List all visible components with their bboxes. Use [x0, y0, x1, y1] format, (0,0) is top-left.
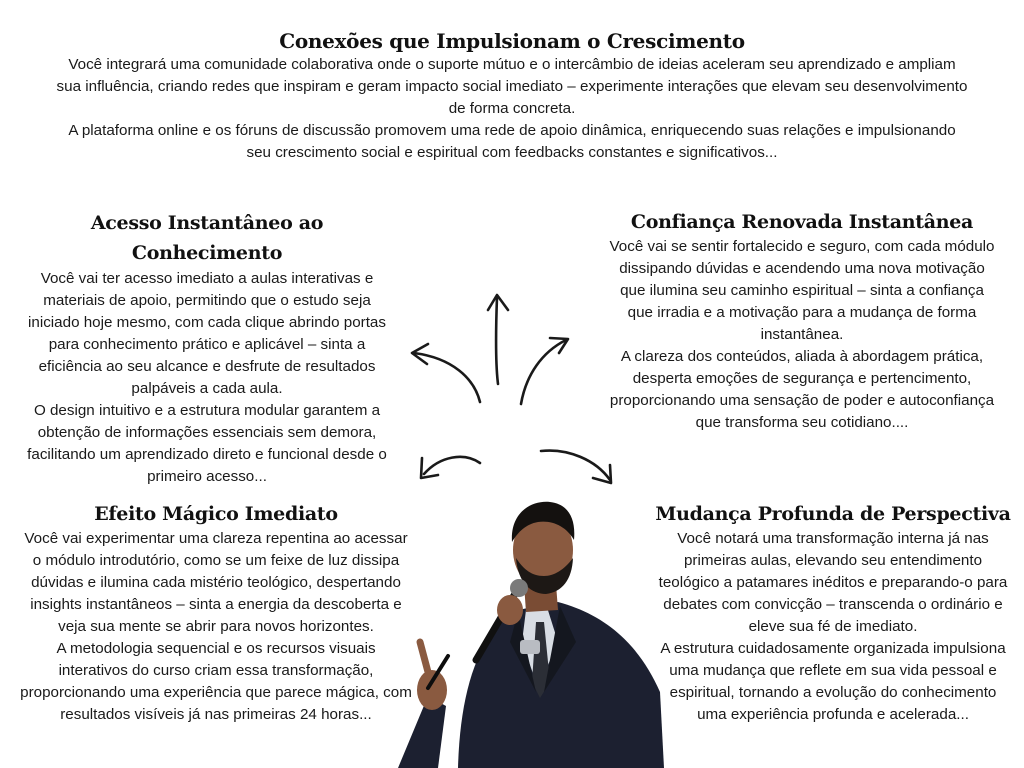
section-paragraph: Você notará uma transformação interna já nas primeiras aulas, elevando seu entendimento teológico a patamares inéditos e preparando-o para debates com convicção – transcenda o ordinário e eleve sua fé de imediato. — [658, 530, 1008, 635]
section-paragraph: Você vai experimentar uma clareza repentina ao acessar o módulo introdutório, como se um feixe de luz dissipa dúvidas e ilumina cada mistério teológico, despertando insights instantâneos – sinta a energia da descoberta e veja sua mente se abrir para novos horizontes. — [24, 530, 408, 635]
section-title: Efeito Mágico Imediato — [94, 503, 338, 525]
section-paragraph: Você vai se sentir fortalecido e seguro, com cada módulo dissipando dúvidas e acendendo uma nova motivação que ilumina seu caminho espiritual – sinta a confiança que irradia e a motivação para a mudança de forma instantânea. — [609, 238, 995, 343]
section-title: Acesso Instantâneo ao Conhecimento — [90, 212, 324, 264]
section-paragraph: O design intuitivo e a estrutura modular garantem a obtenção de informações essenciais sem demora, facilitando um aprendizado direto e funcional desde o primeiro acesso... — [27, 402, 387, 485]
section-paragraph: Você vai ter acesso imediato a aulas interativas e materiais de apoio, permitindo que o estudo seja iniciado hoje mesmo, com cada clique abrindo portas para conhecimento prático e aplicável – sinta a eficiência ao seu alcance e desfrute de resultados palpáveis a cada aula. — [28, 270, 386, 397]
section-title: Mudança Profunda de Perspectiva — [655, 503, 1011, 525]
section-paragraph: A clareza dos conteúdos, aliada à abordagem prática, desperta emoções de segurança e pertencimento, proporcionando uma sensação de poder e autoconfiança que transforma seu cotidiano.... — [609, 348, 995, 431]
access-section — [26, 208, 388, 488]
confidence-section — [606, 208, 998, 434]
curved-arrow-icon — [541, 451, 611, 483]
section-title: Conexões que Impulsionam o Crescimento — [279, 29, 745, 53]
perspective-section — [655, 500, 1011, 726]
curved-arrow-icon — [412, 344, 480, 402]
arrows-cluster — [400, 280, 630, 495]
curved-arrow-icon — [488, 295, 508, 384]
speaker-photo — [398, 492, 664, 768]
intro-section — [56, 28, 968, 164]
section-paragraph: A estrutura cuidadosamente organizada impulsiona uma mudança que reflete em sua vida pessoal e espiritual, tornando a evolução do conhecimento uma experiência profunda e acelerada... — [660, 640, 1006, 723]
curved-arrow-icon — [421, 457, 480, 478]
section-paragraph: A plataforma online e os fóruns de discussão promovem uma rede de apoio dinâmica, enriquecendo suas relações e impulsionando seu crescimento social e espiritual com feedbacks constantes e significativos... — [68, 122, 956, 161]
curved-arrow-icon — [521, 338, 568, 404]
section-paragraph: Você integrará uma comunidade colaborativa onde o suporte mútuo e o intercâmbio de ideias aceleram seu aprendizado e ampliam sua influência, criando redes que inspiram e geram impacto social imediato – experimente interações que elevam seu desenvolvimento de forma concreta. — [56, 56, 968, 117]
section-paragraph: A metodologia sequencial e os recursos visuais interativos do curso criam essa transformação, proporcionando uma experiência que parece mágica, com resultados visíveis já nas primeiras 24 horas... — [20, 640, 412, 723]
magic-effect-section — [20, 500, 412, 726]
section-title: Confiança Renovada Instantânea — [630, 211, 974, 233]
